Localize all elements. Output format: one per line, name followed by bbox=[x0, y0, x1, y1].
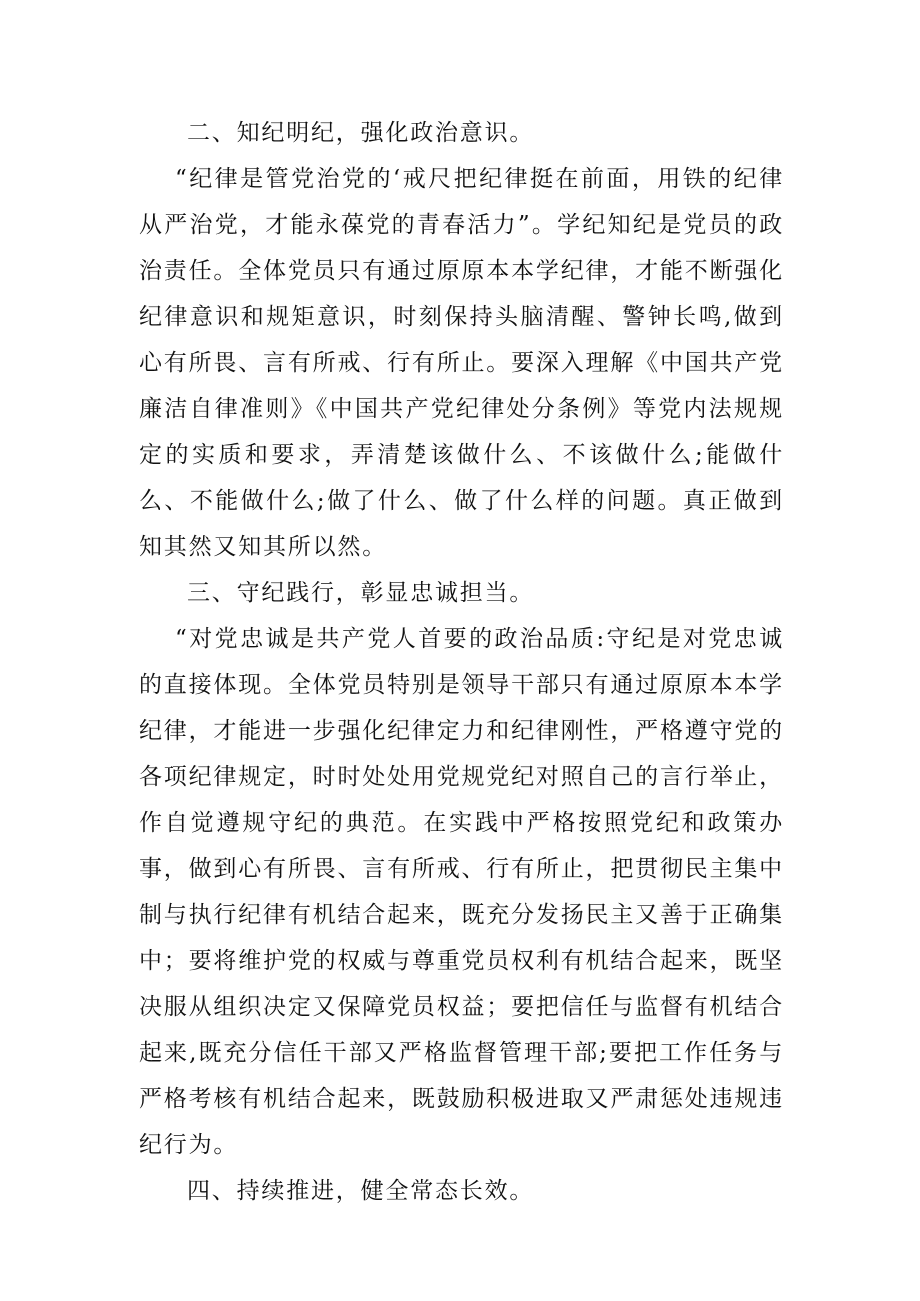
section-heading-2: 二、知纪明纪，强化政治意识。 bbox=[187, 120, 535, 146]
section-heading-3: 三、守纪践行，彰显忠诚担当。 bbox=[187, 580, 535, 606]
document-body bbox=[139, 110, 784, 1214]
section-paragraph-2: “纪律是管党治党的‘戒尺把纪律挺在前面，用铁的纪律从严治党，才能永葆党的青春活力”。学纪知纪是党员的政治责任。全体党员只有通过原原本本学纪律，才能不断强化纪律意识和规矩意识，时刻保持头脑清醒、警钟长鸣,做到心有所畏、言有所戒、行有所止。要深入理解《中国共产党廉洁自律准则》《中国共产党纪律处分条例》等党内法规规定的实质和要求，弄清楚该做什么、不该做什么;能做什么、不能做什么;做了什么、做了什么样的问题。真正做到知其然又知其所以然。 bbox=[139, 166, 784, 560]
section-heading-4: 四、持续推进，健全常态长效。 bbox=[187, 1178, 535, 1204]
section-paragraph-3: “对党忠诚是共产党人首要的政治品质:守纪是对党忠诚的直接体现。全体党员特别是领导干部只有通过原原本本学纪律，才能进一步强化纪律定力和纪律刚性，严格遵守党的各项纪律规定，时时处处用党规党纪对照自己的言行举止，作自觉遵规守纪的典范。在实践中严格按照党纪和政策办事，做到心有所畏、言有所戒、行有所止，把贯彻民主集中制与执行纪律有机结合起来，既充分发扬民主又善于正确集中；要将维护党的权威与尊重党员权利有机结合起来，既坚决服从组织决定又保障党员权益；要把信任与监督有机结合起来,既充分信任干部又严格监督管理干部;要把工作任务与严格考核有机结合起来，既鼓励积极进取又严肃惩处违规违纪行为。 bbox=[139, 626, 784, 1158]
